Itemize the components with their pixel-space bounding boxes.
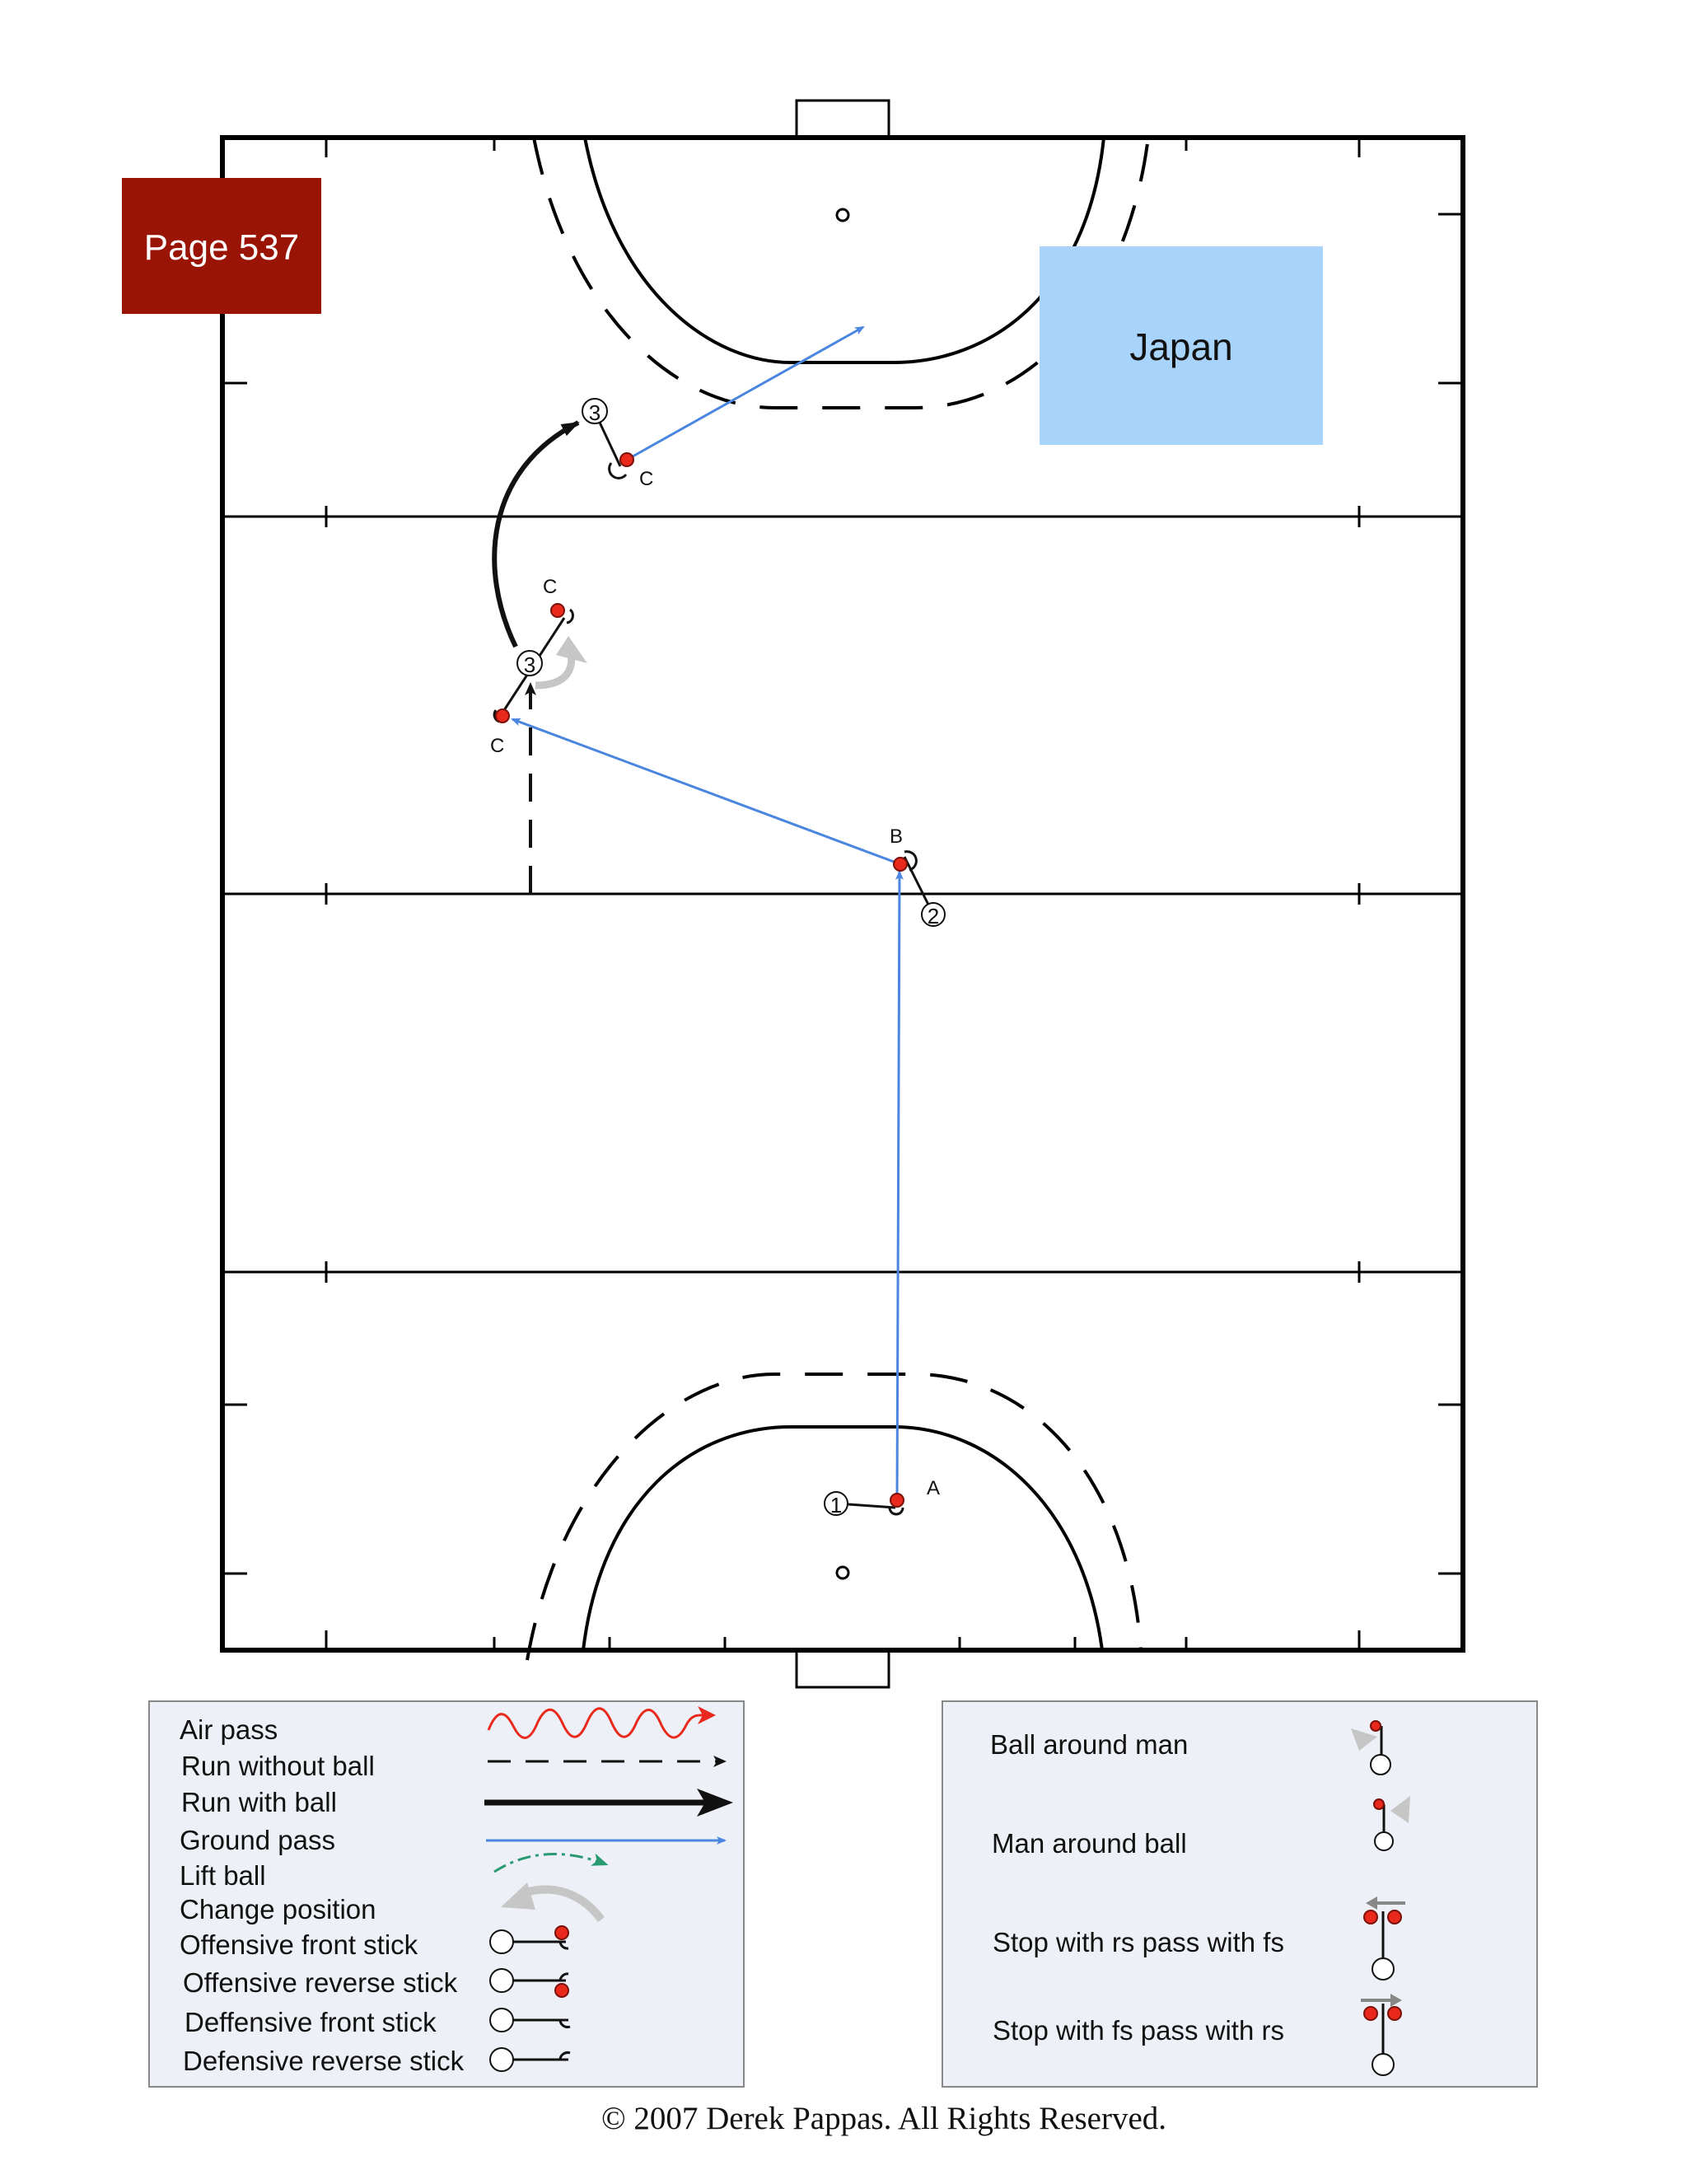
ground-pass-a-to-b bbox=[897, 872, 900, 1502]
player-3-end bbox=[582, 399, 626, 478]
ball-c-mid-top bbox=[551, 604, 564, 617]
player-2-number: 2 bbox=[927, 904, 940, 928]
ball-label-b: B bbox=[890, 825, 904, 848]
legend-defensive-reverse-stick: Defensive reverse stick bbox=[183, 2046, 465, 2076]
ball-label-c-top: C bbox=[639, 468, 654, 490]
top-shooting-circle bbox=[585, 138, 1104, 362]
ball-b bbox=[894, 858, 907, 871]
ground-pass-c-to-circle bbox=[627, 327, 863, 460]
top-goal bbox=[797, 101, 889, 138]
bottom-goal bbox=[797, 1650, 889, 1687]
ground-pass-b-to-c bbox=[512, 719, 900, 864]
team-box bbox=[1040, 246, 1323, 445]
page-badge-label: Page 537 bbox=[143, 227, 300, 268]
legend-stop-fs-pass-rs: Stop with fs pass with rs bbox=[993, 2015, 1284, 2046]
legend-ball-around-man: Ball around man bbox=[990, 1729, 1189, 1760]
legend-right bbox=[942, 1701, 1537, 2087]
legend-defensive-front-stick: Deffensive front stick bbox=[185, 2007, 437, 2037]
ball-label-c-bottom: C bbox=[490, 735, 505, 757]
player-2 bbox=[904, 852, 945, 928]
player-1 bbox=[825, 1492, 903, 1518]
legend-stop-rs-pass-fs: Stop with rs pass with fs bbox=[993, 1927, 1284, 1957]
ball-label-c-mid-top: C bbox=[543, 576, 558, 598]
team-name: Japan bbox=[1129, 325, 1233, 368]
top-penalty-spot bbox=[837, 209, 848, 221]
legend-lift-ball: Lift ball bbox=[180, 1860, 266, 1891]
copyright-notice: © 2007 Derek Pappas. All Rights Reserved. bbox=[600, 2101, 1167, 2136]
legend-run-with-ball: Run with ball bbox=[181, 1787, 337, 1817]
bottom-shooting-circle bbox=[583, 1427, 1102, 1650]
legend-left bbox=[149, 1701, 744, 2087]
ball-c-top bbox=[620, 453, 633, 466]
ball-c-mid-bottom bbox=[496, 709, 509, 723]
player-1-number: 1 bbox=[829, 1493, 843, 1518]
legend-air-pass: Air pass bbox=[180, 1714, 278, 1745]
legend-man-around-ball: Man around ball bbox=[992, 1828, 1187, 1859]
legend-ground-pass: Ground pass bbox=[180, 1825, 335, 1855]
legend-offensive-front-stick: Offensive front stick bbox=[180, 1929, 418, 1960]
page-badge bbox=[122, 178, 321, 314]
ball-label-a: A bbox=[927, 1477, 941, 1499]
player-3-end-number: 3 bbox=[588, 400, 601, 425]
legend-offensive-reverse-stick: Offensive reverse stick bbox=[183, 1967, 458, 1998]
bottom-penalty-spot bbox=[837, 1567, 848, 1578]
run-with-ball bbox=[494, 423, 578, 647]
ball-a bbox=[890, 1494, 904, 1507]
legend-run-without-ball: Run without ball bbox=[181, 1751, 375, 1781]
player-3-start-number: 3 bbox=[523, 652, 536, 677]
legend-change-position: Change position bbox=[180, 1894, 376, 1924]
